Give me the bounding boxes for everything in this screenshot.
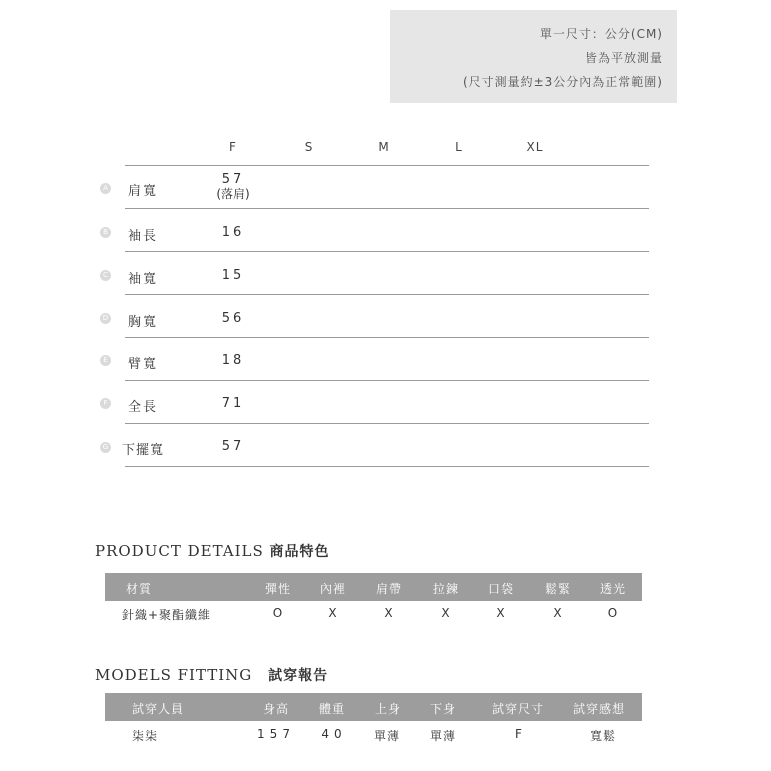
row-value-number: 57: [221, 172, 245, 187]
product-details-title-en: PRODUCT DETAILS: [95, 542, 264, 560]
col-header-height: 身高: [262, 702, 290, 716]
product-details-values-row: [0, 606, 771, 626]
row-value: [216, 172, 249, 202]
note-unit: 單一尺寸：公分(CM): [539, 27, 663, 41]
row-value: 56: [221, 311, 245, 326]
size-header-xl: XL: [526, 140, 544, 154]
value-top: 單薄: [373, 729, 401, 743]
row-value: 71: [221, 396, 245, 411]
col-header-zipper: 拉鍊: [432, 582, 460, 596]
table-divider: [125, 165, 649, 166]
value-model: 柒柒: [132, 729, 159, 743]
table-divider: [125, 294, 649, 295]
models-fitting-values-row: [0, 727, 771, 747]
table-divider: [125, 380, 649, 381]
value-pocket: X: [496, 606, 506, 620]
models-fitting-title-cn: 試穿報告: [268, 668, 329, 684]
product-details-header-bar: [105, 573, 642, 601]
value-strap: X: [384, 606, 394, 620]
value-lining: X: [328, 606, 338, 620]
table-divider: [125, 423, 649, 424]
models-fitting-title-en: MODELS FITTING: [95, 666, 253, 684]
product-details-title: [95, 541, 330, 561]
value-fit-feel: 寬鬆: [589, 729, 617, 743]
value-weight: 40: [321, 727, 347, 741]
row-label: 臂寬: [128, 357, 159, 372]
value-stretch: X: [553, 606, 563, 620]
col-header-sheer: 透光: [599, 582, 627, 596]
value-zipper: X: [441, 606, 451, 620]
row-label: 袖寬: [128, 272, 159, 287]
product-details-title-cn: 商品特色: [269, 544, 330, 560]
value-material: 針織+聚酯纖維: [122, 608, 212, 622]
row-label: 肩寬: [128, 184, 159, 199]
col-header-stretch: 鬆緊: [544, 582, 572, 596]
row-value: 16: [221, 225, 245, 240]
value-sheer: O: [607, 606, 619, 620]
row-value: 18: [221, 353, 245, 368]
row-value: 57: [221, 439, 245, 454]
row-label: 全長: [128, 400, 159, 415]
col-header-fit-feel: 試穿感想: [572, 702, 626, 716]
models-fitting-title: [95, 665, 328, 685]
col-header-fit-size: 試穿尺寸: [491, 702, 545, 716]
col-header-pocket: 口袋: [487, 582, 515, 596]
note-method: 皆為平放測量: [584, 51, 663, 65]
size-header-l: L: [455, 140, 463, 154]
col-header-model: 試穿人員: [131, 702, 185, 716]
row-badge-e: E: [100, 355, 111, 366]
col-header-bottom: 下身: [429, 702, 457, 716]
col-header-weight: 體重: [318, 702, 346, 716]
row-badge-c: C: [100, 270, 111, 281]
row-value-note: (落肩): [216, 187, 250, 201]
size-header-f: F: [229, 140, 237, 154]
col-header-top: 上身: [374, 702, 402, 716]
table-divider: [125, 337, 649, 338]
size-header-s: S: [304, 140, 314, 154]
row-label: 袖長: [128, 229, 159, 244]
row-badge-g: G: [100, 442, 111, 453]
row-badge-f: F: [100, 398, 111, 409]
size-header-m: M: [378, 140, 390, 154]
models-fitting-header-bar: [105, 693, 642, 721]
table-divider: [125, 466, 649, 467]
value-fit-size: F: [515, 727, 523, 741]
measurement-note: [390, 10, 677, 103]
value-elastic: O: [272, 606, 284, 620]
table-divider: [125, 208, 649, 209]
col-header-strap: 肩帶: [375, 582, 403, 596]
col-header-lining: 內裡: [319, 582, 347, 596]
row-value: 15: [221, 268, 245, 283]
table-divider: [125, 251, 649, 252]
row-badge-b: B: [100, 227, 111, 238]
value-bottom: 單薄: [429, 729, 457, 743]
col-header-elastic: 彈性: [264, 582, 292, 596]
size-table-header: [0, 140, 771, 160]
row-label: 下擺寬: [122, 443, 165, 458]
note-tolerance: (尺寸測量約±3公分內為正常範圍): [462, 75, 663, 89]
row-label: 胸寬: [128, 315, 159, 330]
row-badge-a: A: [100, 183, 111, 194]
row-badge-d: D: [100, 313, 111, 324]
col-header-material: 材質: [125, 582, 153, 596]
value-height: 157: [257, 727, 295, 741]
